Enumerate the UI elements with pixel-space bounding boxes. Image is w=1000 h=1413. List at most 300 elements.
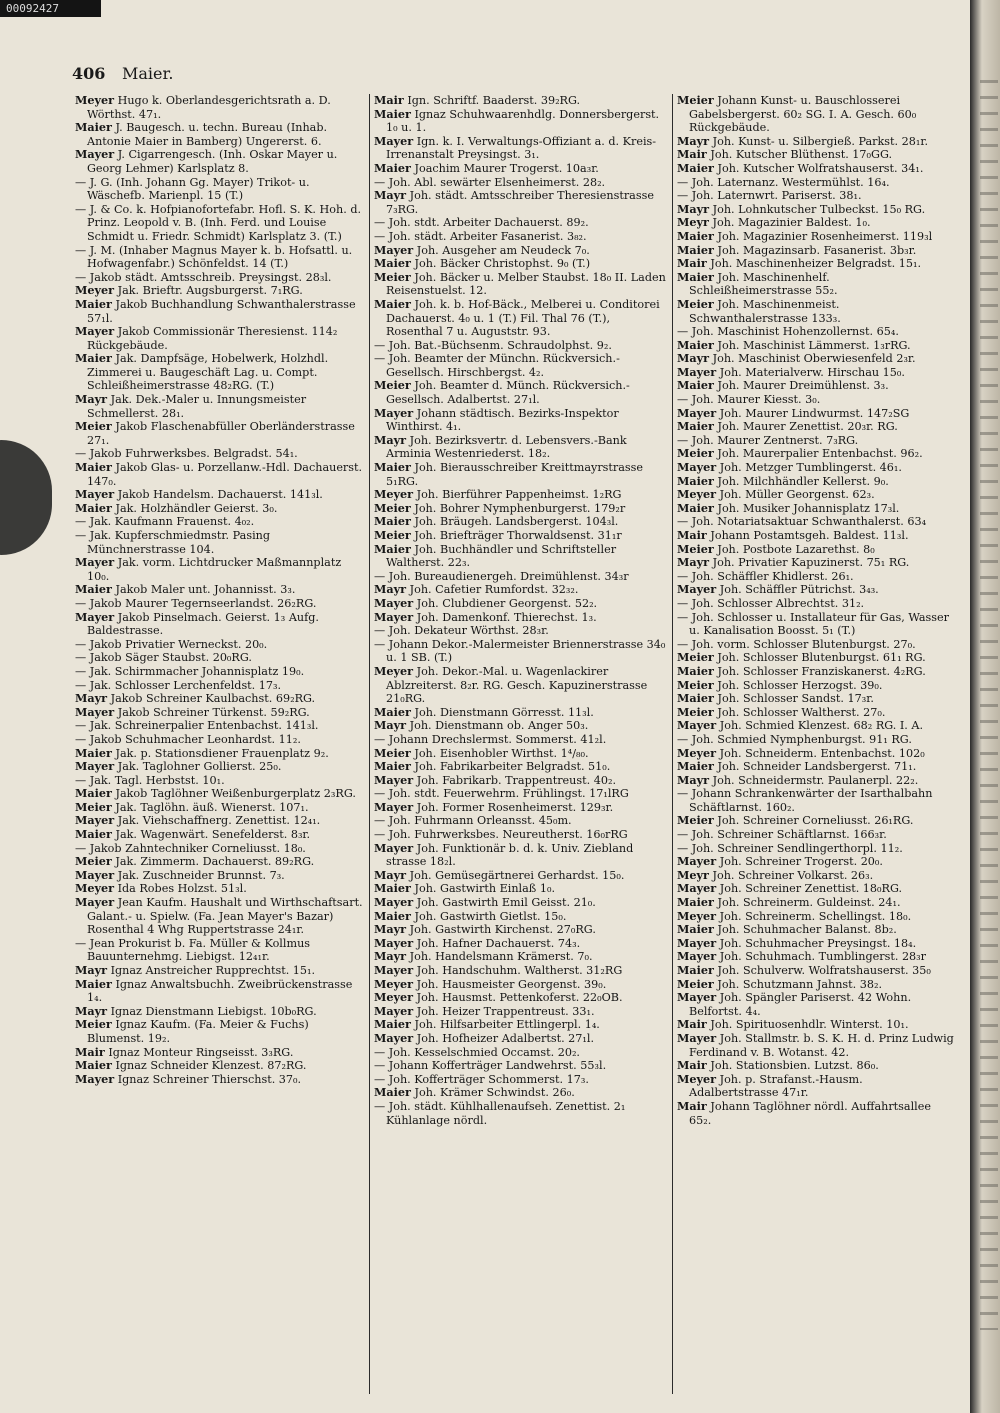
entry-surname: Mayr: [75, 392, 108, 407]
directory-entry: [374, 1059, 670, 1073]
entry-surname: Mayr: [75, 963, 108, 977]
entry-text: Johann städtisch. Bezirks-Inspektor Winthirst. 4₁.: [386, 406, 619, 434]
directory-entry: [374, 910, 670, 924]
directory-entry: [677, 230, 955, 244]
entry-text: — Jakob Säger Staubst. 20₀RG.: [75, 651, 252, 665]
entry-surname: Mayr: [75, 1003, 108, 1018]
page-number: 406: [72, 64, 106, 83]
directory-entry: [677, 583, 955, 597]
entry-text: Joh. Bohrer Nymphenburgerst. 179₂r: [414, 501, 626, 515]
directory-entry: [677, 1018, 955, 1032]
entry-text: J. Cigarrengesch. (Inh. Oskar Mayer u. Georg Lehmer) Karlsplatz 8.: [87, 148, 338, 175]
entry-surname: Maier: [75, 460, 112, 475]
entry-surname: Meier: [677, 677, 714, 692]
entry-text: — Joh. Fuhrwerksbes. Neureutherst. 16₀rRG: [374, 828, 628, 842]
directory-entry: [374, 570, 670, 584]
directory-entry: [677, 937, 955, 951]
directory-entry: [374, 747, 670, 761]
column-2: [374, 94, 670, 1394]
directory-entry: [75, 1018, 365, 1045]
directory-entry: [374, 896, 670, 910]
entry-surname: Meier: [374, 500, 411, 515]
entry-surname: Maier: [75, 976, 112, 991]
entry-text: — Jakob Fuhrwerksbes. Belgradst. 54₁.: [75, 447, 298, 461]
entry-text: — Joh. städt. Kühlhallenaufseh. Zenettist. 2₁ Kühlanlage nördl.: [374, 1099, 626, 1127]
directory-entry: [75, 447, 365, 461]
entry-text: Joh. Spängler Pariserst. 42 Wohn. Belfortst. 4₄.: [689, 991, 912, 1018]
entry-text: Jakob Flaschenabfüller Oberländerstrasse 27₁.: [87, 420, 355, 447]
directory-entry: [75, 828, 365, 842]
entry-surname: Maier: [374, 160, 411, 175]
entry-text: — Joh. Fuhrmann Orleansst. 45₀m.: [374, 814, 572, 828]
entry-surname: Mayer: [677, 854, 717, 869]
entry-text: Joh. Schreinerm. Guldeinst. 24₁.: [717, 896, 901, 910]
directory-entry: [374, 597, 670, 611]
entry-text: Joh. Materialverw. Hirschau 15₀.: [719, 365, 905, 379]
directory-entry: [75, 1005, 365, 1019]
directory-entry: [75, 842, 365, 856]
entry-surname: Meyer: [75, 881, 115, 896]
entry-surname: Meier: [374, 378, 411, 393]
entry-surname: Mayer: [677, 881, 717, 896]
directory-entry: [677, 950, 955, 964]
entry-surname: Mayer: [677, 460, 717, 475]
entry-surname: Mair: [677, 1058, 707, 1073]
entry-text: Joh. Schneiderm. Entenbachst. 102₀: [719, 746, 925, 760]
directory-entry: [374, 379, 670, 406]
entry-surname: Maier: [677, 500, 714, 515]
directory-entry: [677, 434, 955, 448]
entry-text: Ignaz Anstreicher Rupprechtst. 15₁.: [110, 964, 316, 977]
entry-text: — Joh. Schäffler Khidlerst. 26₁.: [677, 569, 854, 583]
entry-surname: Mayer: [374, 840, 414, 855]
directory-entry: [677, 379, 955, 393]
directory-entry: [374, 828, 670, 842]
directory-entry: [374, 1100, 670, 1127]
entry-text: — J. G. (Inh. Johann Gg. Mayer) Trikot- u. Wäschefb. Marienpl. 15 (T.): [75, 175, 310, 203]
directory-entry: [677, 611, 955, 638]
directory-entry: [374, 434, 670, 461]
directory-entry: [677, 760, 955, 774]
entry-surname: Mayr: [374, 949, 407, 964]
directory-entry: [75, 760, 365, 774]
entry-text: Joh. Lohnkutscher Tulbeckst. 15₀ RG.: [712, 202, 926, 216]
entry-text: Joh. Schuhmacher Preysingst. 18₄.: [719, 936, 917, 950]
entry-surname: Mayer: [75, 487, 115, 502]
entry-text: Joh. Hafner Dachauerst. 74₃.: [416, 936, 581, 950]
entry-text: — Joh. Bat.-Büchsenm. Schraudolphst. 9₂.: [374, 338, 612, 352]
entry-text: Joh. Schlosser Blutenburgst. 61₁ RG.: [717, 651, 926, 665]
directory-entry: [677, 814, 955, 828]
entry-surname: Maier: [374, 256, 411, 271]
entry-surname: Mayer: [374, 595, 414, 610]
entry-surname: Mayer: [677, 949, 717, 964]
entry-text: — Johann Schrankenwärter der Isarthalbahn Schäftlarnst. 160₂.: [677, 787, 933, 814]
entry-text: Joh. Schäffler Pütrichst. 3₄₃.: [719, 583, 879, 597]
directory-entry: [677, 570, 955, 584]
entry-surname: Maier: [677, 337, 714, 352]
entry-text: Jak. Dek.-Maler u. Innungsmeister Schmellerst. 28₁.: [87, 393, 307, 420]
directory-entry: [677, 1073, 955, 1100]
entry-text: — Joh. Kofferträger Schommerst. 17₃.: [374, 1072, 589, 1086]
entry-surname: Maier: [75, 786, 112, 801]
entry-text: — Joh. Schreiner Sendlingerthorpl. 11₂.: [677, 841, 903, 855]
directory-entry: [374, 964, 670, 978]
entry-text: Joh. Stationsbien. Lutzst. 86₀.: [710, 1059, 879, 1073]
directory-entry: [677, 1059, 955, 1073]
directory-entry: [374, 1032, 670, 1046]
entry-surname: Maier: [677, 160, 714, 175]
entry-text: — Joh. Maurer Kiesst. 3₀.: [677, 393, 821, 407]
entry-surname: Mair: [677, 147, 707, 162]
entry-surname: Meyer: [75, 94, 115, 107]
entry-text: Joh. Schneider Landsbergerst. 71₁.: [717, 760, 917, 774]
entry-surname: Mayer: [75, 555, 115, 570]
entry-text: Joh. Schreinerm. Schellingst. 18₀.: [719, 909, 912, 923]
directory-entry: [75, 1059, 365, 1073]
entry-text: Jakob Commissionär Theresienst. 114₂ Rückgebäude.: [87, 325, 338, 352]
directory-entry: [677, 651, 955, 665]
entry-surname: Mayer: [75, 867, 115, 882]
directory-entry: [75, 774, 365, 788]
entry-text: Joh. Hausmst. Pettenkoferst. 22₀OB.: [416, 991, 623, 1005]
entry-text: Joh. Buchhändler und Schriftsteller Waltherst. 22₃.: [386, 542, 617, 570]
entry-text: Joh. Beamter d. Münch. Rückversich.-Gesellsch. Adalbertst. 27₁l.: [386, 379, 630, 407]
directory-entry: [677, 216, 955, 230]
directory-entry: [677, 420, 955, 434]
entry-surname: Mayer: [677, 364, 717, 379]
directory-entry: [677, 665, 955, 679]
directory-entry: [677, 352, 955, 366]
entry-text: Jak. Wagenwärt. Senefelderst. 8₃r.: [115, 828, 311, 842]
directory-entry: [75, 679, 365, 693]
entry-text: Joh. Schlosser Herzogst. 39₀.: [717, 678, 883, 692]
entry-text: — Joh. stdt. Feuerwehrm. Frühlingst. 17₁lRG: [374, 787, 629, 801]
binder-clip: [0, 440, 52, 555]
entry-text: — Joh. Dekateur Wörthst. 28₃r.: [374, 624, 549, 638]
entry-text: Jak. Zuschneider Brunnst. 7₃.: [117, 868, 285, 882]
directory-entry: [374, 543, 670, 570]
directory-entry: [374, 135, 670, 162]
entry-text: Joh. Schlosser Sandst. 17₃r.: [717, 692, 874, 706]
entry-text: Joh. Maschinenmeist. Schwanthalerstrasse 133₃.: [689, 297, 841, 325]
directory-entry: [677, 774, 955, 788]
directory-entry: [374, 298, 670, 339]
entry-text: — Joh. Schreiner Schäftlarnst. 166₃r.: [677, 828, 887, 842]
entry-text: Joh. Dienstmann Görresst. 11₃l.: [414, 705, 594, 719]
entry-surname: Maier: [677, 378, 714, 393]
directory-entry: [677, 869, 955, 883]
directory-entry: [677, 529, 955, 543]
directory-entry: [677, 339, 955, 353]
entry-text: Joh. Handschuhm. Waltherst. 31₂RG: [416, 964, 623, 977]
directory-entry: [374, 1086, 670, 1100]
entry-surname: Maier: [374, 1017, 411, 1032]
entry-surname: Maier: [677, 663, 714, 678]
directory-entry: [374, 1046, 670, 1060]
entry-surname: Mayer: [75, 704, 115, 719]
entry-surname: Mayer: [374, 133, 414, 148]
directory-entry: [75, 502, 365, 516]
entry-surname: Mayer: [75, 895, 115, 910]
entry-text: Joh. Privatier Kapuzinerst. 75₁ RG.: [712, 556, 910, 570]
directory-entry: [374, 488, 670, 502]
directory-entry: [75, 692, 365, 706]
entry-text: Jak. Taglohner Gollierst. 25₀.: [117, 760, 282, 774]
entry-text: — J. M. (Inhaber Magnus Mayer k. b. Hofsattl. u. Hofwagenfabr.) Schönfeldst. 14 (T.): [75, 243, 353, 271]
directory-entry: [677, 706, 955, 720]
directory-entry: [677, 407, 955, 421]
directory-entry: [677, 1032, 955, 1059]
entry-surname: Meier: [374, 528, 411, 542]
entry-surname: Maier: [75, 1058, 112, 1073]
directory-entry: [374, 787, 670, 801]
directory-entry: [677, 447, 955, 461]
entry-text: Joh. Magazinier Baldest. 1₀.: [712, 216, 871, 230]
directory-entry: [75, 801, 365, 815]
entry-text: Joh. Dienstmann ob. Anger 50₃.: [409, 719, 589, 733]
entry-text: Joh. Krämer Schwindst. 26₀.: [414, 1086, 575, 1100]
column-rule: [369, 94, 370, 1394]
entry-text: Joh. Cafetier Rumfordst. 32₃₂.: [409, 583, 579, 597]
entry-surname: Meyer: [374, 487, 414, 502]
directory-entry: [374, 162, 670, 176]
directory-entry: [374, 257, 670, 271]
entry-text: Joh. Maurer Zenettist. 20₃r. RG.: [717, 420, 898, 434]
entry-text: Jakob Buchhandlung Schwanthalerstrasse 57₁l.: [87, 297, 356, 325]
entry-text: Jakob Taglöhner Weißenburgerplatz 2₃RG.: [115, 787, 356, 801]
directory-entry: [677, 719, 955, 733]
directory-entry: [374, 502, 670, 516]
entry-surname: Meier: [677, 704, 714, 719]
entry-text: Joh. Bräugeh. Landsbergerst. 104₃l.: [414, 515, 619, 529]
entry-surname: Mayer: [374, 895, 414, 910]
entry-surname: Mayer: [374, 799, 414, 814]
entry-surname: Maier: [677, 691, 714, 706]
entry-text: Joh. Hofheizer Adalbertst. 27₁l.: [416, 1031, 595, 1045]
column-1: [75, 94, 365, 1394]
entry-text: — Jakob städt. Amtsschreib. Preysingst. 28₃l.: [75, 270, 332, 284]
entry-text: Hugo k. Oberlandesgerichtsrath a. D. Wörthst. 47₁.: [87, 94, 331, 121]
entry-surname: Maier: [75, 582, 112, 597]
entry-text: Joh. Hilfsarbeiter Ettlingerpl. 1₄.: [414, 1018, 600, 1032]
entry-text: Joh. Maschinenheizer Belgradst. 15₁.: [710, 257, 922, 271]
entry-text: Joh. Postbote Lazarethst. 8₀: [717, 542, 875, 556]
entry-text: Ignaz Schreiner Thierschst. 37₀.: [117, 1072, 302, 1086]
entry-surname: Meyr: [677, 215, 709, 230]
directory-entry: [677, 855, 955, 869]
entry-text: Joh. Fabrikarbeiter Belgradst. 51₀.: [414, 760, 611, 774]
directory-entry: [677, 991, 955, 1018]
directory-entry: [75, 284, 365, 298]
directory-entry: [75, 244, 365, 271]
directory-entry: [75, 814, 365, 828]
entry-text: — Joh. Beamter der Münchn. Rückversich.-Gesellsch. Hirschbergst. 4₂.: [374, 352, 620, 379]
directory-entry: [374, 1005, 670, 1019]
directory-entry: [677, 461, 955, 475]
entry-text: Joh. Maurerpalier Entenbachst. 96₂.: [717, 447, 923, 461]
directory-entry: [374, 244, 670, 258]
entry-surname: Meyer: [677, 1071, 717, 1086]
directory-entry: [75, 203, 365, 244]
entry-surname: Meier: [677, 976, 714, 991]
entry-text: Joh. Schreiner Trogerst. 20₀.: [719, 855, 883, 869]
entry-text: Joachim Maurer Trogerst. 10a₃r.: [414, 161, 599, 175]
directory-entry: [677, 692, 955, 706]
entry-text: Joh. p. Strafanst.-Hausm. Adalbertstrasse 47₁r.: [689, 1072, 863, 1100]
entry-text: Jakob Schreiner Kaulbachst. 69₂RG.: [110, 692, 316, 706]
entry-text: Joh. Ausgeher am Neudeck 7₀.: [416, 243, 590, 257]
entry-text: Joh. Maurer Lindwurmst. 147₂SG: [719, 406, 910, 420]
entry-surname: Mayer: [75, 324, 115, 339]
entry-surname: Mair: [677, 1098, 707, 1113]
entry-text: — Joh. Notariatsaktuar Schwanthalerst. 63₄: [677, 515, 927, 529]
column-3: [677, 94, 955, 1394]
entry-surname: Meier: [677, 813, 714, 828]
directory-entry: [75, 651, 365, 665]
directory-entry: [374, 461, 670, 488]
directory-entry: [374, 230, 670, 244]
entry-surname: Meier: [374, 745, 411, 760]
directory-entry: [374, 950, 670, 964]
entry-surname: Meyer: [677, 908, 717, 923]
entry-text: Joh. Maschinist Oberwiesenfeld 2₃r.: [712, 352, 916, 366]
entry-text: Joh. Maurer Dreimühlenst. 3₃.: [717, 379, 889, 393]
entry-text: Joh. Kutscher Wolfratshauserst. 34₁.: [717, 161, 924, 175]
entry-surname: Maier: [677, 922, 714, 937]
entry-text: Joh. Schuhmach. Tumblingerst. 28₃r: [719, 950, 927, 964]
entry-text: — Jakob Maurer Tegernseerlandst. 26₂RG.: [75, 596, 317, 610]
directory-entry: [75, 733, 365, 747]
directory-entry: [677, 366, 955, 380]
entry-text: Joh. städt. Amtsschreiber Theresienstrasse 7₃RG.: [386, 189, 654, 216]
entry-text: — Joh. Schlosser Albrechtst. 31₂.: [677, 596, 865, 610]
entry-text: Joh. Stallmstr. b. S. K. H. d. Prinz Ludwig Ferdinand v. B. Wotanst. 42.: [689, 1031, 954, 1059]
entry-text: — Jakob Zahntechniker Corneliusst. 18₀.: [75, 841, 306, 855]
entry-text: Joh. Eisenhobler Wirthst. 1⁴/₈₀.: [414, 746, 589, 760]
entry-text: Joh. Bäcker u. Melber Staubst. 18₀ II. Laden Reisenstuelst. 12.: [386, 270, 666, 298]
entry-surname: Mayr: [677, 351, 710, 366]
entry-text: Jakob Maler unt. Johannisst. 3₃.: [115, 583, 296, 597]
entry-text: Ignaz Schneider Klenzest. 87₂RG.: [115, 1059, 307, 1073]
directory-entry: [75, 420, 365, 447]
entry-surname: Maier: [374, 908, 411, 923]
entry-surname: Mayer: [374, 963, 414, 977]
directory-entry: [374, 733, 670, 747]
entry-text: Joh. Schmied Klenzest. 68₂ RG. I. A.: [719, 719, 924, 733]
entry-surname: Maier: [75, 745, 112, 760]
entry-text: — Jak. Kaufmann Frauenst. 4₀₂.: [75, 515, 255, 529]
entry-surname: Maier: [75, 500, 112, 515]
directory-entry: [677, 244, 955, 258]
directory-entry: [75, 583, 365, 597]
entry-text: Joh. Schutzmann Jahnst. 38₂.: [717, 977, 883, 991]
entry-text: Joh. Former Rosenheimerst. 129₃r.: [416, 800, 614, 814]
entry-text: Joh. Funktionär b. d. k. Univ. Ziebland strasse 18₂l.: [386, 841, 634, 869]
entry-text: Joh. Maschinist Lämmerst. 1₃rRG.: [717, 338, 911, 352]
entry-surname: Mayr: [374, 582, 407, 597]
entry-surname: Meyer: [374, 976, 414, 991]
directory-entry: [374, 1073, 670, 1087]
directory-entry: [75, 747, 365, 761]
entry-surname: Maier: [677, 895, 714, 910]
directory-entry: [677, 964, 955, 978]
entry-surname: Mayr: [374, 922, 407, 937]
entry-text: — Joh. Maurer Zentnerst. 7₃RG.: [677, 433, 859, 447]
entry-surname: Mayer: [75, 609, 115, 624]
entry-text: Joh. Schneidermstr. Paulanerpl. 22₂.: [712, 773, 919, 787]
directory-entry: [75, 882, 365, 896]
entry-surname: Meyer: [677, 487, 717, 502]
entry-surname: Mayr: [677, 133, 710, 148]
entry-text: Joh. Bäcker Christophst. 9₀ (T.): [414, 257, 591, 271]
entry-text: Joh. Dekor.-Mal. u. Wagenlackirer Ablzreiterst. 8₂r. RG. Gesch. Kapuzinerstrasse 21₀RG.: [386, 664, 648, 706]
directory-entry: [374, 94, 670, 108]
directory-entry: [75, 787, 365, 801]
directory-entry: [677, 733, 955, 747]
entry-text: Joh. Schreiner Zenettist. 18₀RG.: [719, 882, 903, 896]
entry-surname: Maier: [374, 1085, 411, 1100]
directory-entry: [677, 94, 955, 135]
entry-surname: Mayr: [677, 555, 710, 570]
entry-text: — Jak. Kupferschmiedmstr. Pasing Münchnerstrasse 104.: [75, 529, 271, 556]
entry-surname: Maier: [374, 106, 411, 121]
entry-surname: Maier: [374, 881, 411, 896]
entry-text: Jak. Brieftr. Augsburgerst. 7₁RG.: [117, 284, 303, 298]
entry-text: Joh. Gastwirth Einlaß 1₀.: [414, 882, 555, 896]
entry-text: Johann Kunst- u. Bauschlosserei Gabelsbergerst. 60₂ SG. I. A. Gesch. 60₀ Rückgebäude.: [689, 94, 917, 135]
running-head: Maier.: [122, 64, 174, 83]
entry-text: — Johann Dekor.-Malermeister Briennerstrasse 34₀ u. 1 SB. (T.): [374, 637, 666, 665]
entry-surname: Maier: [677, 963, 714, 977]
entry-text: — Jak. Schreinerpalier Entenbachst. 141₃l.: [75, 719, 319, 733]
directory-entry: [374, 842, 670, 869]
entry-surname: Meyr: [677, 867, 709, 882]
directory-entry: [677, 787, 955, 814]
directory-entry: [677, 597, 955, 611]
entry-surname: Mayr: [374, 188, 407, 203]
entry-surname: Mair: [75, 1044, 105, 1059]
entry-surname: Meier: [75, 799, 112, 814]
entry-text: — Joh. städt. Arbeiter Fasanerist. 3₈₂.: [374, 229, 587, 243]
directory-entry: [677, 189, 955, 203]
entry-surname: Meyer: [374, 990, 414, 1005]
directory-entry: [374, 216, 670, 230]
entry-text: Joh. Handelsmann Krämerst. 7₀.: [409, 950, 593, 964]
scan-id-tab: 00092427: [0, 0, 101, 17]
entry-surname: Meier: [677, 541, 714, 556]
entry-surname: Maier: [374, 514, 411, 529]
directory-entry: [374, 814, 670, 828]
directory-entry: [677, 298, 955, 325]
entry-surname: Mayr: [374, 867, 407, 882]
directory-entry: [677, 502, 955, 516]
entry-surname: Meier: [75, 419, 112, 434]
entry-text: — Jak. Schirmmacher Johannisplatz 19₀.: [75, 664, 305, 678]
entry-text: — Joh. Laternwrt. Pariserst. 38₁.: [677, 189, 862, 203]
directory-entry: [75, 515, 365, 529]
entry-surname: Maier: [374, 541, 411, 556]
entry-text: Joh. Schlosser Waltherst. 27₀.: [717, 705, 886, 719]
entry-surname: Mayr: [374, 718, 407, 733]
directory-entry: [374, 638, 670, 665]
entry-surname: Mayer: [677, 935, 717, 950]
directory-entry: [374, 515, 670, 529]
entry-surname: Mair: [677, 256, 707, 271]
entry-text: Joh. Damenkonf. Thierechst. 1₃.: [416, 610, 597, 624]
entry-text: Ign. k. I. Verwaltungs-Offiziant a. d. Kreis-Irrenanstalt Preysingst. 3₁.: [386, 134, 657, 162]
directory-entry: [374, 801, 670, 815]
